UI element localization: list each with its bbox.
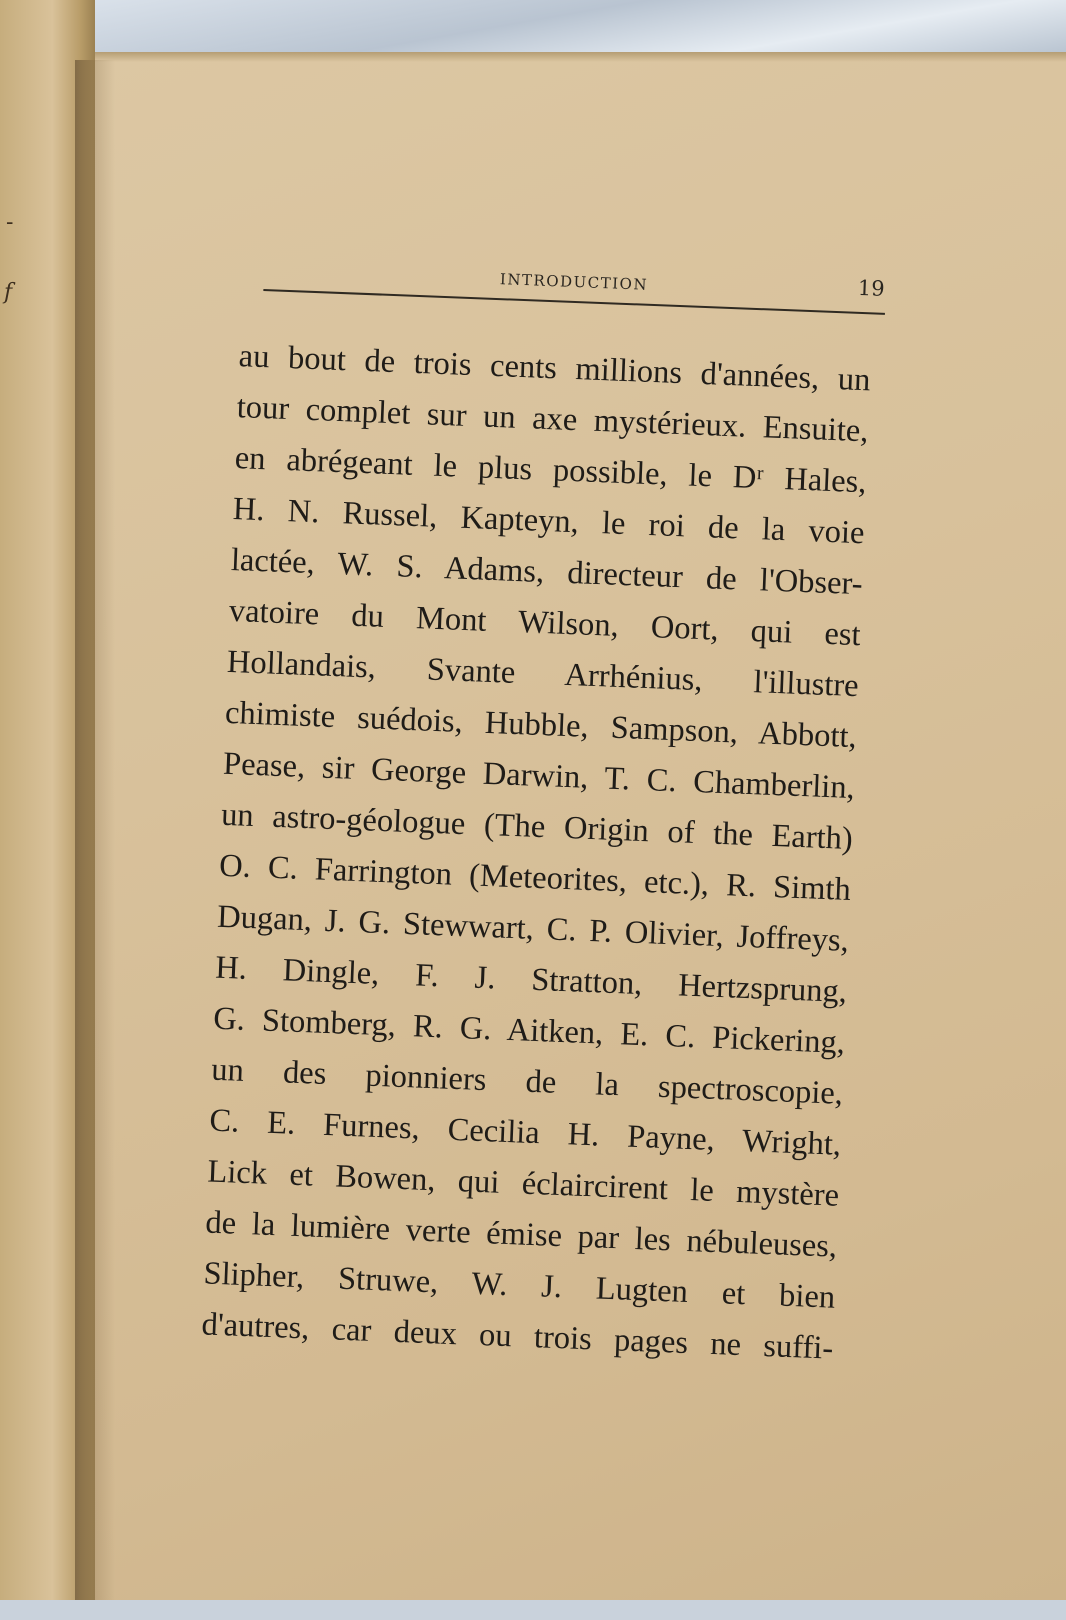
text-line: un des pionniers de la spectroscopie, [210,1051,844,1112]
running-head: INTRODUCTION [499,270,649,294]
text-line: au bout de trois cents millions d'années, un [238,338,872,399]
text-line: C. E. Furnes, Cecilia H. Payne, Wright, [208,1102,842,1163]
text-line: en abrégeant le plus possible, le Dʳ Hales, [234,440,868,501]
text-line: Pease, sir George Darwin, T. C. Chamberlin, [222,745,856,807]
text-line: lactée, W. S. Adams, directeur de l'Obser- [230,541,864,603]
page-number: 19 [857,275,886,301]
text-line: Hollandais, Svante Arrhénius, l'illustre [226,643,860,705]
text-line: d'autres, car deux ou trois pages ne suffi- [200,1306,834,1367]
text-line: Dugan, J. G. Stewwart, C. P. Olivier, Joffreys, [216,898,850,959]
text-line: chimiste suédois, Hubble, Sampson, Abbott, [224,694,858,756]
text-line: H. N. Russel, Kapteyn, le roi de la voie [232,491,866,552]
text-line: Slipher, Struwe, W. J. Lugten et bien [202,1255,836,1316]
facing-page-mark: - [6,210,14,235]
text-line: O. C. Farrington (Meteorites, etc.), R. Simth [218,847,852,908]
text-line: vatoire du Mont Wilson, Oort, qui est [228,592,862,654]
text-line: Lick et Bowen, qui éclaircirent le mystère [206,1153,840,1214]
text-line: un astro-géologue (The Origin of the Earth) [220,796,854,858]
text-line: de la lumière verte émise par les nébuleuses, [204,1204,838,1265]
facing-page-mark: f [4,280,13,305]
text-line: H. Dingle, F. J. Stratton, Hertzsprung, [214,949,848,1010]
text-line: tour complet sur un axe mystérieux. Ensuite, [236,389,870,450]
text-line: G. Stomberg, R. G. Aitken, E. C. Pickering, [212,1000,846,1061]
header-rule [263,289,885,315]
